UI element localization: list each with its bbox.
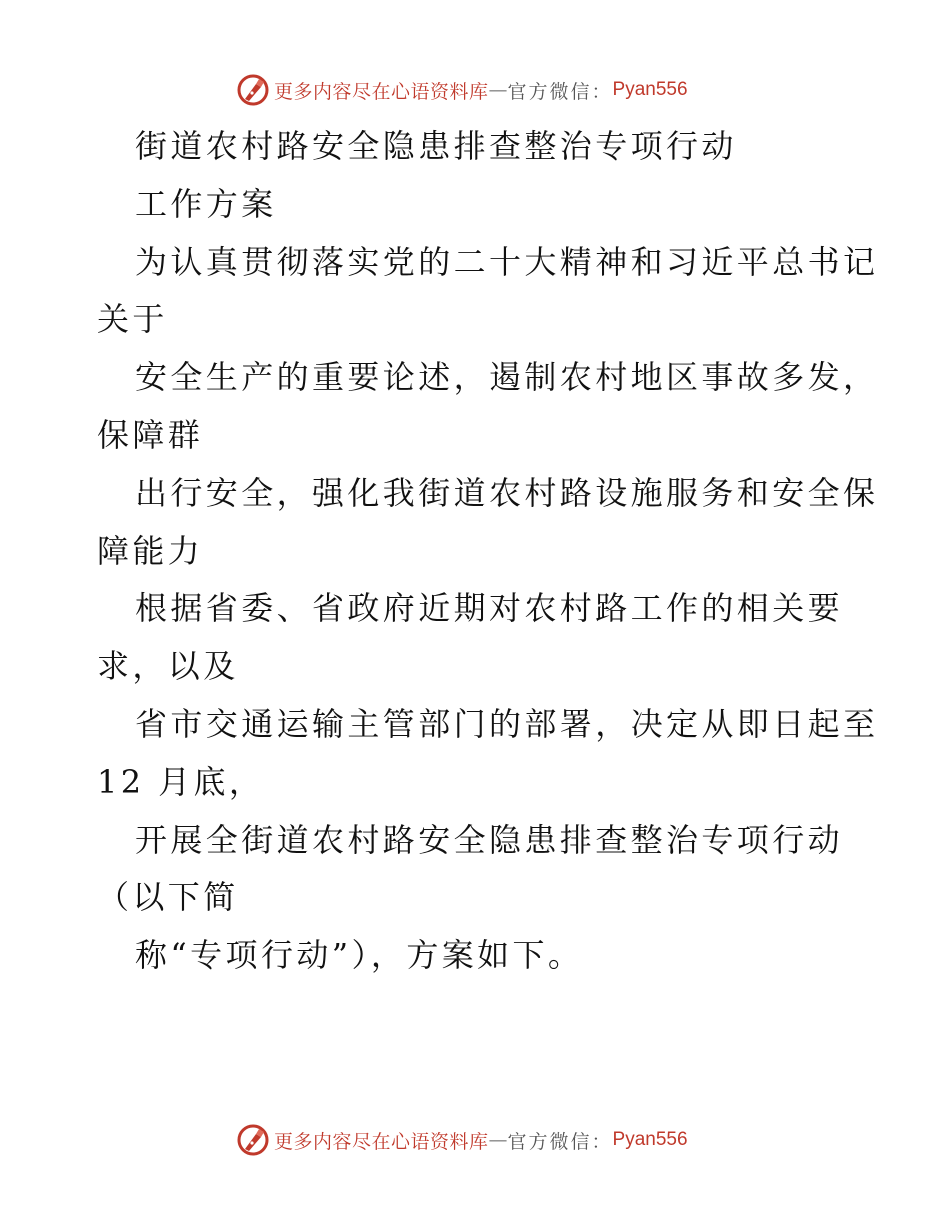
document-title: 街道农村路安全隐患排查整治专项行动 xyxy=(135,127,737,165)
watermark-dash: — xyxy=(488,1129,508,1151)
paragraph-line: （以下简 xyxy=(97,878,239,917)
paragraph-line: 为认真贯彻落实党的二十大精神和习近平总书记 xyxy=(135,242,879,281)
paragraph-line: 出行安全，强化我街道农村路设施服务和安全保 xyxy=(135,473,879,512)
watermark-dash: — xyxy=(488,79,508,101)
watermark-label: 官方微信： xyxy=(507,1130,613,1153)
paragraph-line: 称“专项行动”），方案如下。 xyxy=(135,936,584,975)
watermark-label: 官方微信： xyxy=(507,80,613,103)
watermark-brand-text: 更多内容尽在心语资料库 xyxy=(274,80,489,103)
watermark-brand-text: 更多内容尽在心语资料库 xyxy=(274,1130,489,1153)
document-subtitle: 工作方案 xyxy=(135,184,277,223)
paragraph-line: 开展全街道农村路安全隐患排查整治专项行动 xyxy=(135,820,844,859)
paragraph-line: 根据省委、省政府近期对农村路工作的相关要 xyxy=(135,589,844,628)
paragraph-line: 求，以及 xyxy=(97,647,239,686)
paragraph-line: 障能力 xyxy=(97,531,204,570)
paragraph-line: 保障群 xyxy=(97,415,204,454)
watermark-wechat-id: Pyan556 xyxy=(612,1129,688,1150)
paragraph-line: 省市交通运输主管部门的部署，决定从即日起至 xyxy=(135,704,879,743)
header-watermark xyxy=(236,72,688,108)
document-body xyxy=(97,118,879,985)
footer-watermark xyxy=(236,1122,688,1158)
paragraph-line: 关于 xyxy=(97,300,168,339)
pen-nib-logo-icon xyxy=(236,73,270,107)
pen-nib-logo-icon xyxy=(236,1123,270,1157)
paragraph-line: 12 月底， xyxy=(97,762,265,801)
watermark-wechat-id: Pyan556 xyxy=(612,79,688,100)
paragraph-line: 安全生产的重要论述，遏制农村地区事故多发， xyxy=(135,358,879,397)
